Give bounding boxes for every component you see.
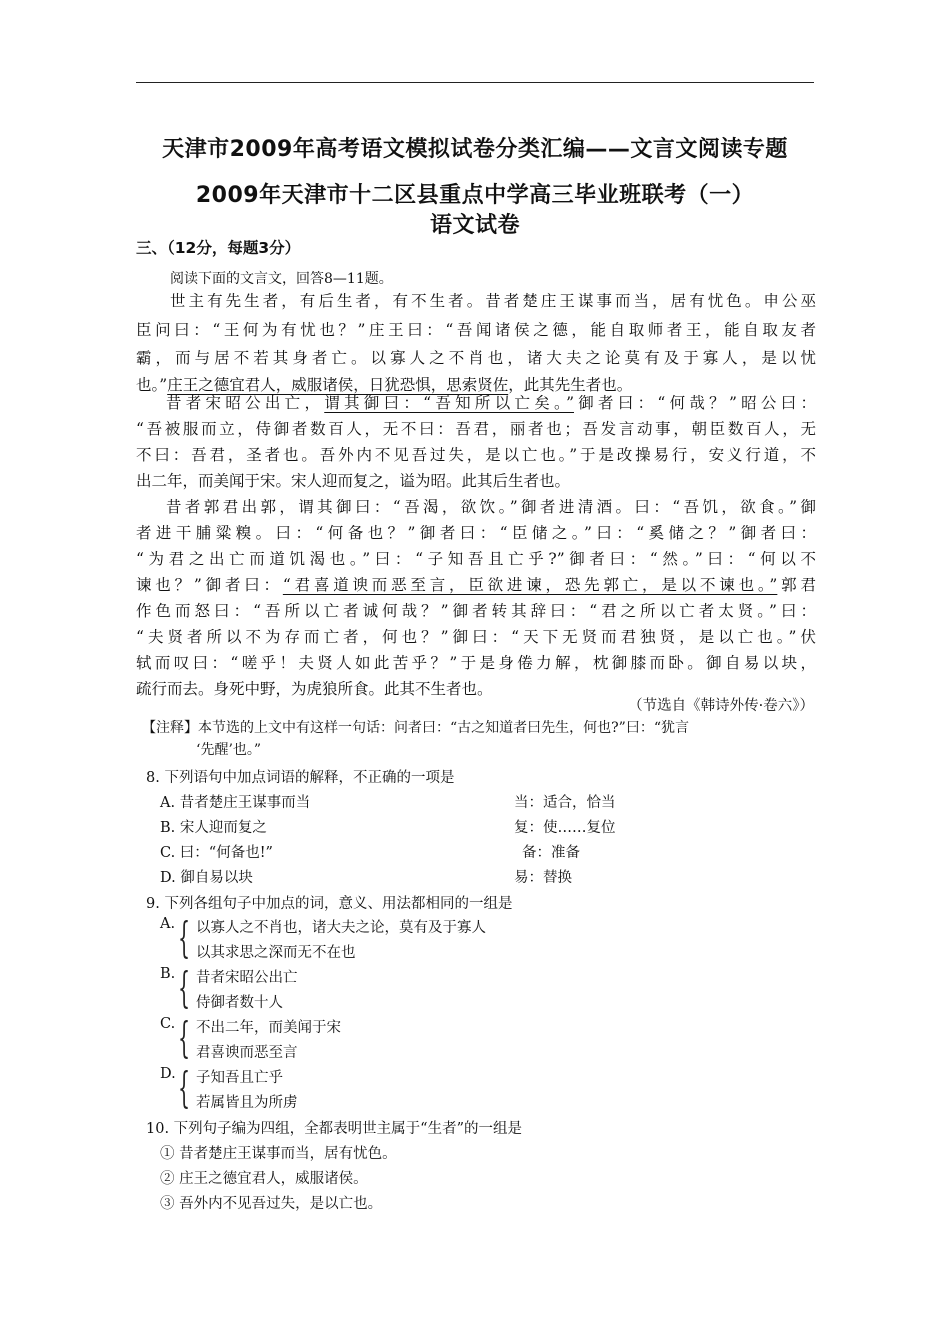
q8-option-d-answer: 易：替换: [514, 870, 572, 886]
header-rule: [136, 82, 814, 83]
passage-line: 世主有先生者，有后生者，有不生者。昔者楚庄王谋事而当，居有忧色。申公巫: [170, 292, 816, 310]
q9-group-b-letter: B.: [160, 966, 176, 982]
passage-line: 轼而叹曰：“嗟乎！夫贤人如此苦乎？”于是身倦力解，枕御膝而卧。御自易以块，: [136, 654, 816, 672]
text-span: 昔者宋昭公出亡，: [166, 394, 325, 412]
q9-group-a-letter: A.: [160, 916, 176, 932]
passage-line: “为君之出亡而道饥渴也。”曰：“子知吾且亡乎?”御者曰：“然。”曰：“何以不: [136, 550, 816, 568]
q8-option-a-answer: 当：适合，恰当: [514, 795, 616, 811]
instruction: 阅读下面的文言文，回答8—11题。: [170, 271, 393, 287]
question-10-stem: 10. 下列句子编为四组，全都表明世主属于“生者”的一组是: [146, 1121, 522, 1137]
q9-group-a-sentence-1: 以寡人之不肖也，诸大夫之论，莫有及于寡人: [196, 920, 486, 936]
passage-line: 疏行而去。身死中野，为虎狼所食。此其不生者也。: [136, 680, 493, 698]
note-line: ‘先醒’也。”: [196, 742, 262, 758]
q9-group-d-sentence-2: 若属皆且为所虏: [196, 1095, 298, 1111]
brace-icon: {: [178, 1063, 191, 1112]
question-9-stem: 9. 下列各组句子中加点的词，意义、用法都相同的一组是: [146, 896, 513, 912]
brace-icon: {: [178, 1013, 191, 1062]
passage-line: 不曰：吾君，圣者也。吾外内不见吾过失，是以亡也。”于是改操易行，安义行道，不: [136, 446, 816, 464]
passage-line: [166, 390, 816, 416]
q9-group-b-sentence-2: 侍御者数十人: [196, 995, 283, 1011]
q8-option-b-answer: 复：使……复位: [514, 820, 616, 836]
text-span: 也。”: [136, 376, 168, 394]
text-span: 谏也？”御者曰：: [136, 576, 283, 594]
q9-group-c-sentence-2: 君喜谀而恶至言: [196, 1045, 298, 1061]
underlined-sentence: “君喜道谀而恶至言，臣欲进谏，恐先郭亡，是以不谏也。”: [282, 576, 778, 594]
q10-item-1: ① 昔者楚庄王谋事而当，居有忧色。: [160, 1146, 397, 1162]
q9-group-a-sentence-2: 以其求思之深而无不在也: [196, 945, 356, 961]
text-span: 郭君: [777, 576, 816, 594]
q10-item-2: ② 庄王之德宜君人，威服诸侯。: [160, 1171, 368, 1187]
passage-line: 霸，而与居不若其身者亡。以寡人之不肖也，诸大夫之论莫有及于寡人，是以忧: [136, 349, 816, 367]
note-line: 【注释】本节选的上文中有这样一句话：问者曰：“古之知道者曰先生，何也?”曰：“犹言: [142, 720, 689, 736]
brace-icon: {: [178, 963, 191, 1012]
passage-line: 臣问曰：“王何为有忧也？”庄王曰：“吾闻诸侯之德，能自取师者王，能自取友者: [136, 321, 816, 339]
passage-line: [136, 572, 816, 598]
q8-option-a: A. 昔者楚庄王谋事而当: [160, 795, 311, 811]
q9-group-c-letter: C.: [160, 1016, 176, 1032]
q9-group-d-letter: D.: [160, 1066, 176, 1082]
text-span: ，此其先生者也。: [508, 376, 633, 394]
section-heading: 三、（12分，每题3分）: [136, 239, 301, 257]
passage-line: 出二年，而美闻于宋。宋人迎而复之，谥为昭。此其后生者也。: [136, 472, 571, 490]
question-8-stem: 8. 下列语句中加点词语的解释，不正确的一项是: [146, 770, 455, 786]
q9-group-b-sentence-1: 昔者宋昭公出亡: [196, 970, 298, 986]
q9-group-d-sentence-1: 子知吾且亡乎: [196, 1070, 283, 1086]
underlined-sentence: 庄王之德宜君人，威服诸侯，日犹恐惧，思索贤佐: [167, 376, 509, 394]
passage-line: 者进干脯粱糗。曰：“何备也？”御者曰：“臣储之。”曰：“奚储之？”御者曰：: [136, 524, 816, 542]
q8-option-c-answer: 备：准备: [522, 845, 580, 861]
q8-option-d: D. 御自易以块: [160, 870, 253, 886]
doc-title: 天津市2009年高考语文模拟试卷分类汇编——文言文阅读专题: [162, 137, 788, 162]
passage-line: “夫贤者所以不为存而亡者，何也？”御曰：“天下无贤而君独贤，是以亡也。”伏: [136, 628, 816, 646]
q10-item-3: ③ 吾外内不见吾过失，是以亡也。: [160, 1196, 383, 1212]
source-citation: （节选自《韩诗外传·卷六》）: [628, 698, 814, 714]
exam-title: 2009年天津市十二区县重点中学高三毕业班联考（一）: [195, 183, 755, 208]
underlined-sentence: 谓其御曰：“吾知所以亡矣。”: [324, 394, 574, 412]
passage-line: “吾被服而立，侍御者数百人，无不曰：吾君，丽者也；吾发言动事，朝臣数百人，无: [136, 420, 816, 438]
passage-line: 作色而怒曰：“吾所以亡者诚何哉？”御者转其辞曰：“君之所以亡者太贤。”曰：: [136, 602, 816, 620]
brace-icon: {: [178, 913, 191, 962]
q8-option-b: B. 宋人迎而复之: [160, 820, 267, 836]
exam-subtitle: 语文试卷: [429, 213, 520, 238]
q8-option-c: C. 曰：“何备也!”: [160, 845, 273, 861]
passage-line: 昔者郭君出郭，谓其御曰：“吾渴，欲饮。”御者进清酒。曰：“吾饥，欲食。”御: [166, 498, 816, 516]
text-span: 御者曰：“何哉？”昭公曰：: [574, 394, 816, 412]
q9-group-c-sentence-1: 不出二年，而美闻于宋: [196, 1020, 341, 1036]
